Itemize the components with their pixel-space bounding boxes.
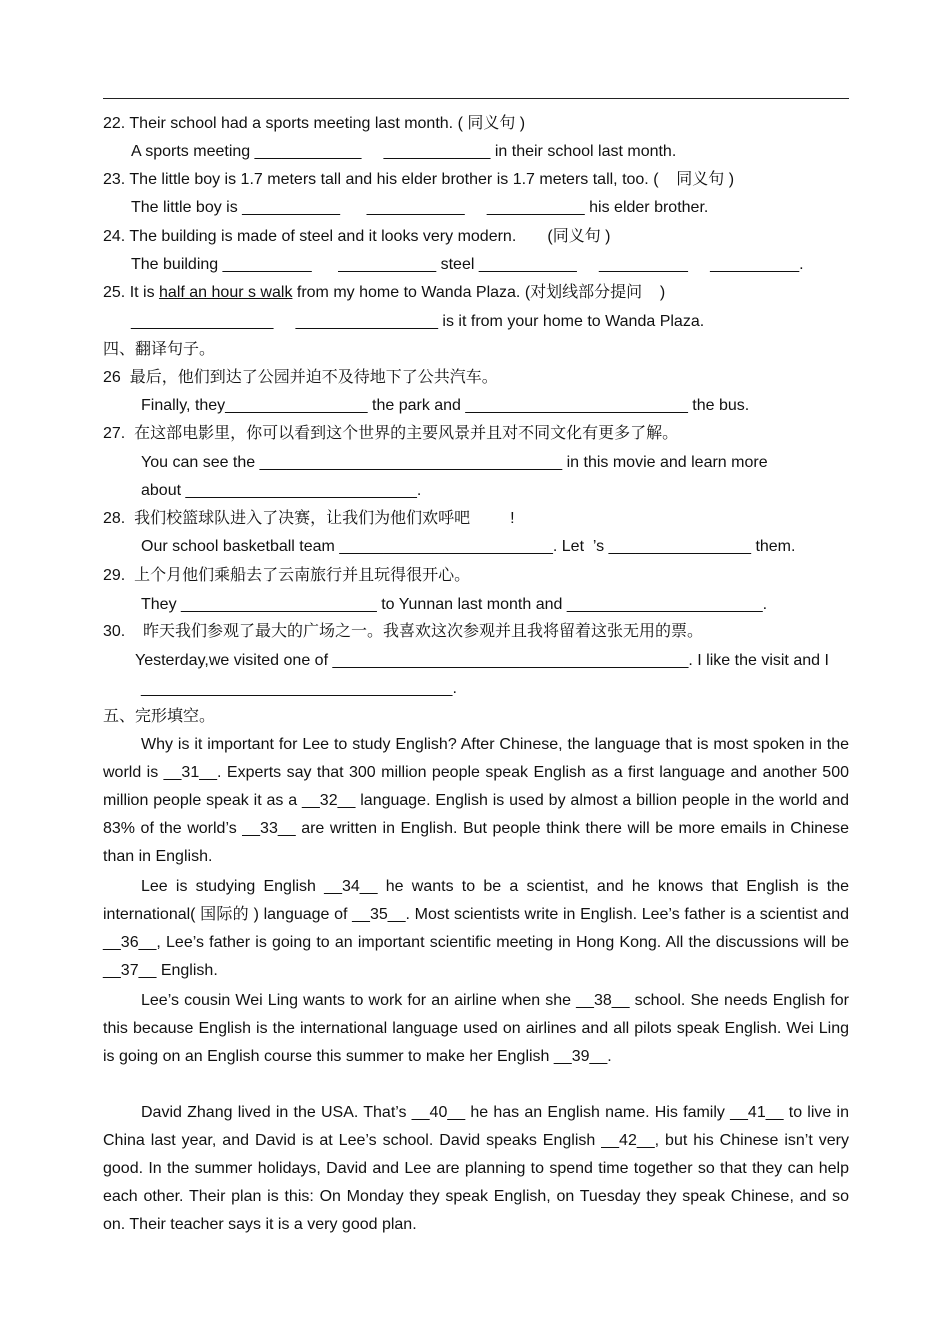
section5-heading: 五、完形填空。: [103, 708, 216, 725]
cloze-paragraph-2-text: Lee is studying English __34__ he wants to be a scientist, and he knows that English is the international( 国际的 ) language of __35__. Most scientists write in English. Lee’s father is a scientist and __36__, Lee’s father is going to an important scientific meeting in Hong Kong. All the discussions will be __37__ English.: [103, 878, 849, 979]
q22-answer-line: A sports meeting ____________ ____________ in their school last month.: [131, 143, 677, 160]
q23-prompt: 23. The little boy is 1.7 meters tall and his elder brother is 1.7 meters tall, too. ( 同义句 ): [103, 171, 735, 188]
q29-chinese: 29. 上个月他们乘船去了云南旅行并且玩得很开心。: [103, 567, 471, 584]
top-divider: [103, 98, 849, 99]
q25-prefix: 25. It is: [103, 284, 160, 301]
q25-underlined-phrase: half an hour s walk: [159, 284, 293, 301]
q25-suffix: from my home to Wanda Plaza. (对划线部分提问 ): [292, 284, 666, 301]
cloze-paragraph-1-text: Why is it important for Lee to study English? After Chinese, the language that is most spoken in the world is __31__. Experts say that 300 million people speak English as a first language and another 500 million people speak it as a __32__ language. English is used by almost a billion people in the world and 83% of the world’s __33__ are written in English. But people think there will be more emails in Chinese than in English.: [103, 736, 849, 865]
cloze-paragraph-3: [103, 987, 849, 1071]
cloze-paragraph-2: [103, 873, 849, 985]
q30-english-1: Yesterday,we visited one of ________________________________________. I like the visit and I: [135, 652, 829, 669]
cloze-paragraph-4-text: David Zhang lived in the USA. That’s __40__ he has an English name. His family __41__ to live in China last year, and David is at Lee’s school. David speaks English __42__, but his Chinese isn’t very good. In the summer holidays, David and Lee are planning to spend time together so that they can help each other. Their plan is this: On Monday they speak English, on Tuesday they speak Chinese, and so on. Their teacher says it is a very good plan.: [103, 1104, 849, 1233]
cloze-paragraph-4: [103, 1099, 849, 1239]
q26-english: Finally, they________________ the park and _________________________ the bus.: [141, 397, 750, 414]
cloze-paragraph-1: [103, 731, 849, 871]
q30-chinese: 30. 昨天我们参观了最大的广场之一。我喜欢这次参观并且我将留着这张无用的票。: [103, 623, 704, 640]
q27-english-2: about __________________________.: [141, 482, 422, 499]
cloze-paragraph-3-text: Lee’s cousin Wei Ling wants to work for an airline when she __38__ school. She needs English for this because English is the international language used on airlines and all pilots speak English. Wei Ling is going on an English course this summer to make her English __39__.: [103, 992, 849, 1065]
q25-answer-line: ________________ ________________ is it from your home to Wanda Plaza.: [131, 313, 705, 330]
q27-english-1: You can see the __________________________________ in this movie and learn more: [141, 454, 768, 471]
section4-heading: 四、翻译句子。: [103, 341, 216, 358]
q28-english: Our school basketball team ________________________. Let ’s ________________ them.: [141, 538, 796, 555]
q29-english: They ______________________ to Yunnan last month and ______________________.: [141, 596, 768, 613]
q24-answer-line: The building __________ ___________ steel ___________ __________ __________.: [131, 256, 804, 273]
q26-chinese: 26 最后，他们到达了公园并迫不及待地下了公共汽车。: [103, 369, 498, 386]
q23-answer-line: The little boy is ___________ ___________ ___________ his elder brother.: [131, 199, 709, 216]
q27-chinese: 27. 在这部电影里，你可以看到这个世界的主要风景并且对不同文化有更多了解。: [103, 425, 679, 442]
q28-chinese: 28. 我们校篮球队进入了决赛，让我们为他们欢呼吧 !: [103, 510, 515, 527]
q30-english-2: ___________________________________.: [141, 680, 457, 697]
q22-prompt: 22. Their school had a sports meeting last month. ( 同义句 ): [103, 115, 526, 132]
q25-prompt: [103, 283, 665, 303]
q24-prompt: 24. The building is made of steel and it looks very modern. (同义句 ): [103, 228, 611, 245]
